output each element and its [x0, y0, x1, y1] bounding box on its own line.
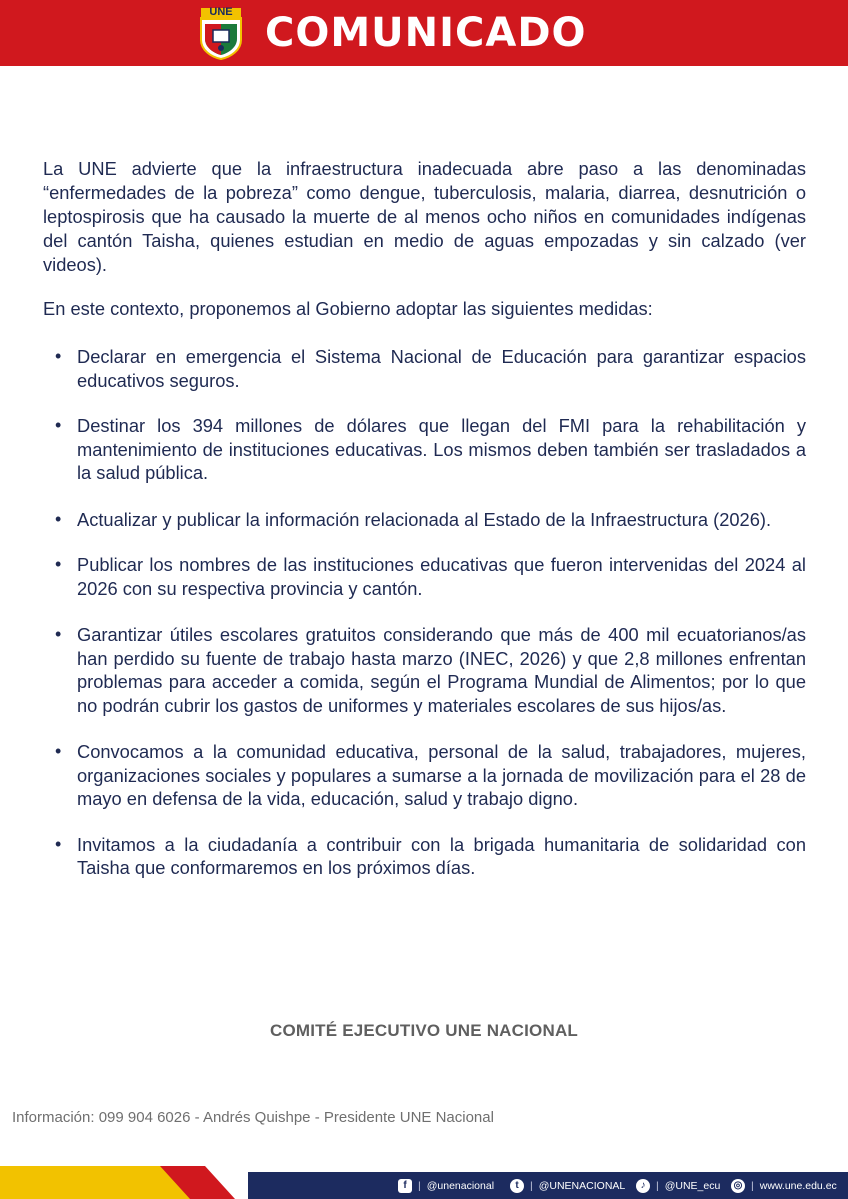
- contact-info: Información: 099 904 6026 - Andrés Quishpe - Presidente UNE Nacional: [12, 1109, 494, 1126]
- measure-text: Convocamos a la comunidad educativa, personal de la salud, trabajadores, mujeres, organizaciones sociales y populares a sumarse a la jornada de movilización para el 28 de mayo en defensa de la vida, educación, salud y trabajo digno.: [77, 741, 806, 809]
- social-handle: www.une.edu.ec: [759, 1179, 837, 1192]
- facebook-icon: f: [398, 1179, 412, 1193]
- measure-text: Declarar en emergencia el Sistema Nacional de Educación para garantizar espacios educativos seguros.: [77, 346, 806, 391]
- intro-paragraph: La UNE advierte que la infraestructura inadecuada abre paso a las denominadas “enfermedades de la pobreza” como dengue, tuberculosis, malaria, diarrea, desnutrición o leptospirosis que ha causado la muerte de al menos ocho niños en comunidades indígenas del cantón Taisha, quienes estudian en medio de aguas empozadas y sin calzado (ver videos).: [43, 158, 806, 275]
- list-item: [43, 833, 806, 880]
- tiktok-icon: ♪: [636, 1179, 650, 1193]
- measure-text: Garantizar útiles escolares gratuitos considerando que más de 400 mil ecuatorianos/as han perdido su fuente de trabajo hasta marzo (INEC, 2026) y que 2,8 millones enfrentan problemas para acceder a comida, según el Programa Mundial de Alimentos; por lo que no podrán cubrir los gastos de uniformes y materiales escolares de sus hijos/as.: [77, 624, 806, 716]
- bullet-icon: •: [55, 833, 62, 854]
- separator: |: [418, 1179, 421, 1192]
- bullet-icon: •: [55, 415, 62, 435]
- separator: |: [656, 1179, 659, 1192]
- list-item: [43, 508, 806, 532]
- social-facebook[interactable]: [398, 1172, 494, 1199]
- list-item: [43, 740, 806, 811]
- signature: COMITÉ EJECUTIVO UNE NACIONAL: [269, 1021, 579, 1040]
- measures-list: [43, 345, 806, 880]
- twitter-icon: t: [510, 1179, 524, 1193]
- list-item: [43, 623, 806, 717]
- measure-text: Publicar los nombres de las instituciones educativas que fueron intervenidas del 2024 al 2026 con su respectiva provincia y cantón.: [77, 554, 806, 599]
- list-item: [43, 553, 806, 600]
- social-handle: @unenacional: [426, 1179, 495, 1192]
- web-icon: ◎: [731, 1179, 745, 1193]
- social-tiktok[interactable]: [636, 1172, 720, 1199]
- measure-text: Actualizar y publicar la información relacionada al Estado de la Infraestructura (2026).: [77, 508, 772, 530]
- bullet-icon: •: [55, 508, 62, 529]
- bullet-icon: •: [55, 741, 62, 761]
- bullet-icon: •: [55, 554, 62, 574]
- page-title: COMUNICADO: [265, 10, 587, 56]
- header-banner: [0, 0, 848, 66]
- social-twitter[interactable]: [510, 1172, 625, 1199]
- bullet-icon: •: [55, 624, 62, 644]
- social-handle: @UNENACIONAL: [538, 1179, 626, 1192]
- logo-text: UNE: [209, 6, 233, 18]
- social-web[interactable]: [731, 1172, 837, 1199]
- context-paragraph: En este contexto, proponemos al Gobierno adoptar las siguientes medidas:: [43, 298, 653, 319]
- measure-text: Destinar los 394 millones de dólares que llegan del FMI para la rehabilitación y mantenimiento de instituciones educativas. Los mismos deben también ser trasladados a la salud pública.: [77, 415, 806, 483]
- list-item: [43, 414, 806, 485]
- list-item: [43, 345, 806, 392]
- separator: |: [751, 1179, 754, 1192]
- bullet-icon: •: [55, 346, 62, 366]
- measure-text: Invitamos a la ciudadanía a contribuir con la brigada humanitaria de solidaridad con Taisha que conformaremos en los próximos días.: [77, 833, 806, 878]
- separator: |: [530, 1179, 533, 1192]
- social-handle: @UNE_ecu: [664, 1179, 721, 1192]
